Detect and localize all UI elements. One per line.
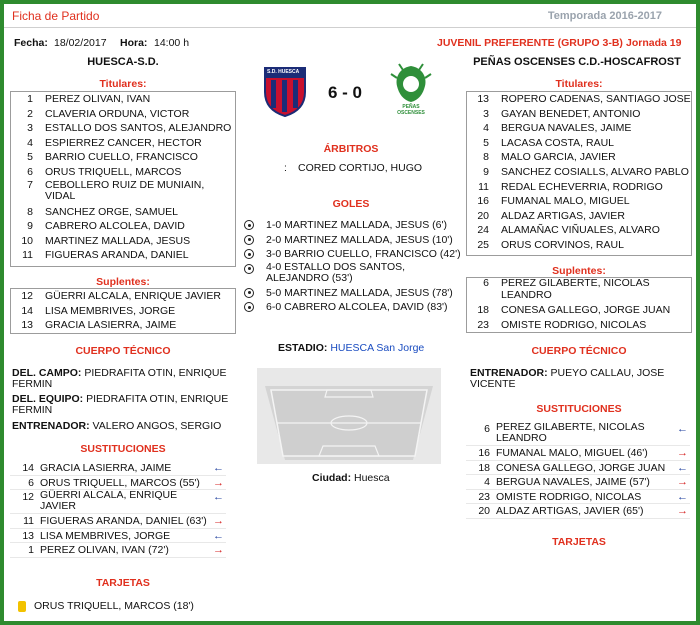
- goal-text[interactable]: [266, 262, 466, 285]
- player-name[interactable]: MARTINEZ MALLADA, JESUS: [45, 234, 191, 247]
- home-subs-box: [10, 288, 236, 334]
- player-number: 3: [27, 122, 33, 135]
- sub-player[interactable]: OMISTE RODRIGO, NICOLAS: [496, 490, 642, 503]
- sub-number: 18: [478, 461, 490, 474]
- player-row[interactable]: [467, 303, 691, 318]
- player-row[interactable]: [11, 219, 235, 234]
- player-name[interactable]: ORUS TRIQUELL, MARCOS: [45, 165, 182, 178]
- sub-player[interactable]: FUMANAL MALO, MIGUEL (46'): [496, 447, 648, 459]
- city-value: Huesca: [354, 472, 390, 484]
- goal-row: [244, 262, 466, 286]
- soccer-ball-icon: [244, 288, 254, 298]
- city-row: [312, 472, 390, 484]
- sub-number: 23: [478, 490, 490, 503]
- player-row[interactable]: [11, 205, 235, 220]
- goal-scorer[interactable]: MARTINEZ MALLADA, JESUS (78'): [284, 286, 453, 299]
- arrow-left-icon: ←: [213, 529, 224, 542]
- goal-scorer[interactable]: CABRERO ALCOLEA, DAVID (83'): [284, 301, 448, 313]
- sub-player[interactable]: ALDAZ ARTIGAS, JAVIER (65'): [496, 505, 644, 517]
- substitution-row[interactable]: [466, 475, 690, 490]
- home-subs-label: Suplentes:: [96, 276, 150, 288]
- player-number: 6: [27, 165, 33, 178]
- player-name[interactable]: PEREZ OLIVAN, IVAN: [45, 93, 151, 105]
- player-number: 20: [477, 209, 489, 222]
- away-subs-box: [466, 277, 692, 333]
- sub-number: 16: [478, 447, 490, 459]
- away-crest[interactable]: [389, 62, 433, 122]
- player-number: 8: [483, 151, 489, 164]
- arrow-right-icon: →: [677, 476, 688, 488]
- player-row[interactable]: [467, 318, 691, 333]
- time-value: 14:00 h: [154, 37, 190, 49]
- player-number: 5: [27, 151, 33, 164]
- arrow-left-icon: ←: [677, 461, 688, 474]
- substitution-row[interactable]: [10, 461, 226, 476]
- home-cards-list: [18, 600, 238, 614]
- home-delcampo-label: DEL. CAMPO:: [12, 367, 82, 379]
- player-number: 13: [477, 93, 489, 105]
- stadium-label: ESTADIO:: [278, 342, 328, 354]
- player-number: 9: [27, 220, 33, 233]
- date-label: Fecha:: [14, 37, 48, 49]
- home-delequipo-label: DEL. EQUIPO:: [12, 393, 84, 405]
- player-number: 1: [27, 93, 33, 105]
- player-name[interactable]: LACASA COSTA, RAUL: [501, 136, 615, 149]
- player-row[interactable]: [11, 136, 235, 151]
- goal-score: 1-0: [266, 219, 282, 231]
- stadium-row: [278, 342, 424, 354]
- player-name[interactable]: REDAL ECHEVERRIA, RODRIGO: [501, 180, 663, 193]
- goals-list: [244, 218, 466, 315]
- goal-scorer[interactable]: MARTINEZ MALLADA, JESUS (10'): [284, 233, 453, 246]
- player-name[interactable]: ROPERO CADENAS, SANTIAGO JOSE: [501, 93, 691, 105]
- city-label: Ciudad:: [312, 472, 352, 484]
- player-number: 4: [483, 122, 489, 135]
- player-row[interactable]: [467, 150, 691, 165]
- goal-text[interactable]: [266, 286, 453, 301]
- title-bar: [4, 4, 696, 28]
- substitution-row[interactable]: [10, 529, 226, 544]
- player-name[interactable]: SANCHEZ ORGE, SAMUEL: [45, 205, 179, 218]
- referee-prefix: :: [284, 162, 287, 174]
- goal-score: 5-0: [266, 286, 282, 299]
- jornada: Jornada 19: [626, 37, 682, 49]
- player-name[interactable]: GAYAN BENEDET, ANTONIO: [501, 107, 641, 120]
- home-delequipo-value: PIEDRAFITA OTIN, ENRIQUE FERMIN: [12, 393, 229, 416]
- soccer-ball-icon: [244, 220, 254, 230]
- player-number: 16: [477, 195, 489, 208]
- goal-text[interactable]: [266, 247, 461, 262]
- player-name[interactable]: FUMANAL MALO, MIGUEL: [501, 195, 630, 208]
- player-row[interactable]: [11, 234, 235, 249]
- sub-player[interactable]: FIGUERAS ARANDA, DANIEL (63'): [40, 515, 207, 527]
- player-name[interactable]: BARRIO CUELLO, FRANCISCO: [45, 151, 198, 164]
- away-entrenador-value: PUEYO CALLAU, JOSE VICENTE: [470, 367, 665, 390]
- player-number: 9: [483, 165, 489, 178]
- stadium-pitch-image: [257, 368, 441, 464]
- player-row[interactable]: [467, 209, 691, 224]
- home-starters-box: [10, 91, 236, 267]
- substitution-row[interactable]: [10, 490, 226, 514]
- goal-score: 2-0: [266, 233, 282, 246]
- sub-player[interactable]: GÜERRI ALCALA, ENRIQUE JAVIER: [40, 489, 178, 512]
- home-entrenador: [12, 420, 221, 432]
- goal-text[interactable]: [266, 233, 453, 248]
- player-name[interactable]: PEREZ GILABERTE, NICOLAS LEANDRO: [501, 277, 650, 301]
- player-row[interactable]: [467, 223, 691, 238]
- player-number: 14: [21, 304, 33, 317]
- arrow-left-icon: ←: [213, 491, 224, 503]
- substitution-row[interactable]: [10, 543, 226, 558]
- substitution-row[interactable]: [10, 476, 226, 491]
- goal-row: [244, 286, 466, 301]
- player-name[interactable]: BERGUA NAVALES, JAIME: [501, 122, 632, 135]
- player-row[interactable]: [11, 248, 235, 263]
- player-number: 7: [27, 178, 33, 191]
- player-number: 18: [477, 304, 489, 316]
- away-subst-list: [466, 422, 690, 519]
- stadium-link[interactable]: HUESCA San Jorge: [330, 342, 425, 354]
- page-title: Ficha de Partido: [12, 9, 100, 23]
- substitution-row[interactable]: [10, 514, 226, 529]
- goal-row: [244, 233, 466, 248]
- sub-player[interactable]: GRACIA LASIERRA, JAIME: [40, 462, 172, 474]
- goal-row: [244, 218, 466, 233]
- goals-label: GOLES: [332, 198, 370, 210]
- arrow-right-icon: →: [213, 544, 224, 556]
- arrow-right-icon: →: [677, 447, 688, 459]
- home-delcampo: [12, 368, 242, 390]
- sub-player[interactable]: BERGUA NAVALES, JAIME (57'): [496, 476, 650, 488]
- away-entrenador: [470, 368, 692, 390]
- sub-number: 13: [22, 529, 34, 542]
- sub-player[interactable]: ORUS TRIQUELL, MARCOS (55'): [40, 476, 200, 489]
- player-number: 25: [477, 238, 489, 251]
- home-crest-text: S.D. HUESCA: [267, 69, 300, 75]
- arrow-right-icon: →: [213, 515, 224, 527]
- card-player[interactable]: ORUS TRIQUELL, MARCOS (18'): [34, 600, 194, 612]
- soccer-ball-icon: [244, 235, 254, 245]
- player-name[interactable]: FIGUERAS ARANDA, DANIEL: [45, 249, 189, 262]
- player-row[interactable]: [467, 92, 691, 107]
- player-number: 10: [21, 234, 33, 247]
- away-starters-box: [466, 91, 692, 256]
- sub-number: 1: [28, 544, 34, 556]
- player-row[interactable]: [467, 278, 691, 303]
- sub-player[interactable]: LISA MEMBRIVES, JORGE: [40, 529, 171, 542]
- player-name[interactable]: ALDAZ ARTIGAS, JAVIER: [501, 209, 625, 222]
- soccer-ball-icon: [244, 302, 254, 312]
- sub-number: 6: [28, 476, 34, 489]
- referee-name[interactable]: CORED CORTIJO, HUGO: [298, 162, 423, 174]
- goal-scorer[interactable]: ESTALLO DOS SANTOS, ALEJANDRO (53'): [266, 260, 406, 284]
- home-staff-label: CUERPO TÉCNICO: [75, 345, 171, 357]
- home-team-name[interactable]: HUESCA-S.D.: [87, 56, 159, 68]
- home-subst-list: [10, 461, 226, 558]
- home-subst-label: SUSTITUCIONES: [80, 443, 166, 455]
- player-row[interactable]: [11, 318, 235, 333]
- player-number: 3: [483, 107, 489, 120]
- pitch-icon: [257, 368, 441, 464]
- player-number: 11: [478, 180, 489, 193]
- player-row[interactable]: [467, 136, 691, 151]
- away-entrenador-label: ENTRENADOR:: [470, 367, 548, 379]
- home-entrenador-value: VALERO ANGOS, SERGIO: [92, 420, 222, 432]
- player-name[interactable]: MALO GARCIA, JAVIER: [501, 151, 616, 164]
- player-row[interactable]: [467, 180, 691, 195]
- away-crest-text: PEÑAS OSCENSES: [397, 104, 425, 116]
- sub-player[interactable]: CONESA GALLEGO, JORGE JUAN: [496, 461, 666, 474]
- goal-text[interactable]: [266, 300, 448, 315]
- sub-player[interactable]: PEREZ GILABERTE, NICOLAS LEANDRO: [496, 421, 645, 444]
- player-name[interactable]: CONESA GALLEGO, JORGE JUAN: [501, 304, 671, 316]
- player-row[interactable]: [11, 289, 235, 304]
- away-subst-label: SUSTITUCIONES: [536, 403, 622, 415]
- player-row[interactable]: [11, 121, 235, 136]
- player-row[interactable]: [467, 121, 691, 136]
- home-crest[interactable]: [262, 62, 308, 118]
- substitution-row[interactable]: [466, 504, 690, 519]
- player-name[interactable]: ALAMAÑAC VIÑUALES, ALVARO: [501, 224, 660, 237]
- away-team-name[interactable]: PEÑAS OSCENSES C.D.-HOSCAFROST: [473, 56, 681, 68]
- player-row[interactable]: [467, 107, 691, 122]
- match-score: 6 - 0: [328, 83, 363, 102]
- soccer-ball-icon: [244, 249, 254, 259]
- goal-row: [244, 300, 466, 315]
- substitution-row[interactable]: [466, 461, 690, 476]
- player-number: 8: [27, 205, 33, 218]
- player-name[interactable]: ESPIERREZ CANCER, HECTOR: [45, 136, 202, 149]
- sub-number: 4: [484, 476, 490, 488]
- player-number: 13: [21, 319, 33, 332]
- player-number: 4: [27, 136, 33, 149]
- sub-number: 20: [478, 505, 490, 517]
- goal-scorer[interactable]: BARRIO CUELLO, FRANCISCO (42'): [284, 248, 461, 260]
- player-row[interactable]: [11, 304, 235, 319]
- substitution-row[interactable]: [466, 446, 690, 461]
- away-subs-label: Suplentes:: [552, 265, 606, 277]
- player-number: 12: [21, 290, 33, 302]
- player-row[interactable]: [11, 180, 235, 205]
- home-entrenador-label: ENTRENADOR:: [12, 420, 90, 432]
- player-name[interactable]: GÜERRI ALCALA, ENRIQUE JAVIER: [45, 290, 222, 302]
- player-row[interactable]: [11, 150, 235, 165]
- home-cards-label: TARJETAS: [96, 577, 150, 589]
- home-starters-label: Titulares:: [99, 78, 147, 90]
- player-name[interactable]: ORUS CORVINOS, RAUL: [501, 238, 624, 251]
- arrow-right-icon: →: [213, 476, 224, 489]
- player-number: 6: [483, 277, 489, 289]
- player-number: 11: [22, 249, 33, 262]
- sub-number: 12: [22, 491, 34, 503]
- player-name[interactable]: CABRERO ALCOLEA, DAVID: [45, 220, 185, 233]
- goal-row: [244, 247, 466, 262]
- away-cards-label: TARJETAS: [552, 536, 606, 548]
- sub-number: 14: [22, 462, 34, 474]
- away-starters-label: Titulares:: [555, 78, 603, 90]
- soccer-ball-icon: [244, 264, 254, 274]
- player-name[interactable]: GRACIA LASIERRA, JAIME: [45, 319, 177, 332]
- player-row[interactable]: [11, 107, 235, 122]
- player-name[interactable]: SANCHEZ COSIALLS, ALVARO PABLO: [501, 165, 689, 178]
- season-label: Temporada 2016-2017: [547, 10, 662, 22]
- home-delequipo: [12, 394, 242, 416]
- arrow-right-icon: →: [677, 505, 688, 517]
- card-row: [18, 600, 238, 614]
- player-row[interactable]: [467, 238, 691, 253]
- goal-score: 6-0: [266, 301, 282, 313]
- player-row[interactable]: [467, 194, 691, 209]
- substitution-row[interactable]: [466, 422, 690, 446]
- time-label: Hora:: [120, 37, 148, 49]
- referees-label: ÁRBITROS: [323, 143, 379, 155]
- yellow-card-icon: [18, 601, 26, 612]
- player-number: 24: [477, 224, 489, 237]
- date-value: 18/02/2017: [54, 37, 107, 49]
- sub-number: 11: [23, 515, 34, 527]
- arrow-left-icon: ←: [677, 423, 688, 435]
- player-name[interactable]: CLAVERIA ORDUNA, VICTOR: [45, 107, 190, 120]
- player-name[interactable]: CEBOLLERO RUIZ DE MUNIAIN, VIDAL: [45, 178, 205, 203]
- home-delcampo-value: PIEDRAFITA OTIN, ENRIQUE FERMIN: [12, 367, 227, 390]
- goal-score: 4-0: [266, 260, 282, 273]
- arrow-left-icon: ←: [213, 462, 224, 474]
- goal-text[interactable]: [266, 218, 447, 233]
- player-name[interactable]: LISA MEMBRIVES, JORGE: [45, 304, 176, 317]
- goal-score: 3-0: [266, 248, 282, 260]
- player-number: 23: [477, 318, 489, 331]
- substitution-row[interactable]: [466, 490, 690, 505]
- away-staff-label: CUERPO TÉCNICO: [531, 345, 627, 357]
- goal-scorer[interactable]: MARTINEZ MALLADA, JESUS (6'): [284, 219, 447, 231]
- arrow-left-icon: ←: [677, 490, 688, 503]
- player-name[interactable]: ESTALLO DOS SANTOS, ALEJANDRO: [45, 122, 232, 135]
- player-number: 2: [27, 107, 33, 120]
- competition: JUVENIL PREFERENTE (GRUPO 3-B): [437, 37, 623, 49]
- player-number: 5: [483, 136, 489, 149]
- sub-player[interactable]: PEREZ OLIVAN, IVAN (72'): [40, 544, 169, 556]
- player-row[interactable]: [11, 92, 235, 107]
- player-row[interactable]: [467, 165, 691, 180]
- player-row[interactable]: [11, 165, 235, 180]
- sub-number: 6: [484, 423, 490, 435]
- player-name[interactable]: OMISTE RODRIGO, NICOLAS: [501, 318, 647, 331]
